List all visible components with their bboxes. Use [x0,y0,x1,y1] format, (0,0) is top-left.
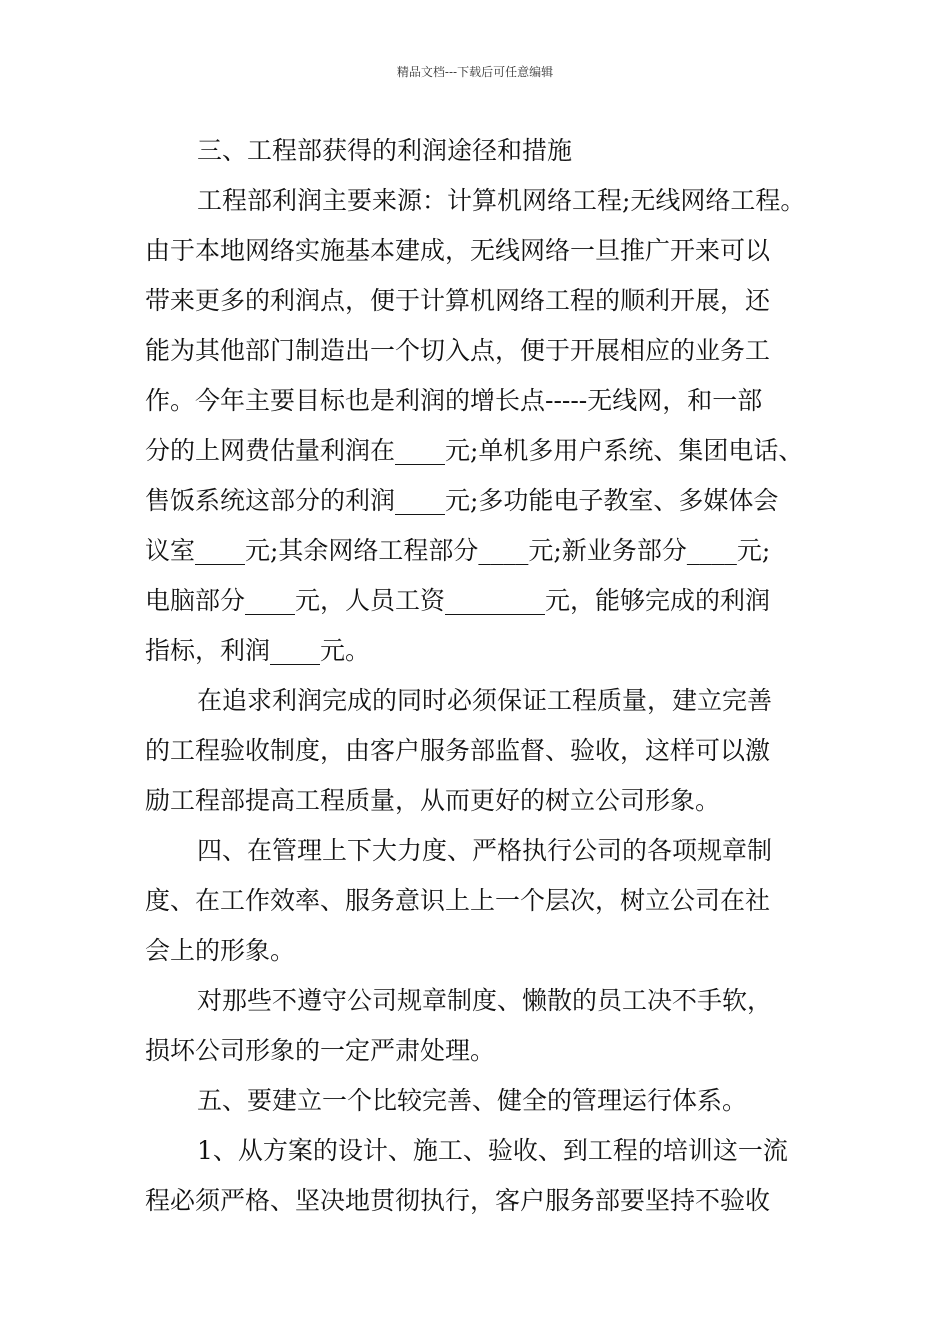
section-heading-4: 四、在管理上下大力度、严格执行公司的各项规章制 [197,836,773,865]
paragraph-line: 对那些不遵守公司规章制度、懒散的员工决不手软， [197,986,773,1015]
paragraph-line: 售饭系统这部分的利润____元;多功能电子教室、多媒体会 [145,486,779,515]
paragraph-line: 励工程部提高工程质量，从而更好的树立公司形象。 [145,786,721,815]
paragraph-line: 能为其他部门制造出一个切入点，便于开展相应的业务工 [145,336,771,365]
paragraph-line: 会上的形象。 [145,936,296,965]
paragraph-line: 作。今年主要目标也是利润的增长点-----无线网，和一部 [145,386,763,415]
paragraph-line: 电脑部分____元，人员工资________元，能够完成的利润 [145,586,771,615]
paragraph-line: 的工程验收制度，由客户服务部监督、验收，这样可以激 [145,736,771,765]
paragraph-line: 度、在工作效率、服务意识上上一个层次，树立公司在社 [145,886,771,915]
paragraph-line: 指标，利润____元。 [145,636,371,665]
paragraph-line: 工程部利润主要来源：计算机网络工程;无线网络工程。 [197,186,806,215]
section-heading-3: 三、工程部获得的利润途径和措施 [197,136,573,165]
numbered-item-line: 1、从方案的设计、施工、验收、到工程的培训这一流 [197,1136,788,1165]
page-header: 精品文档---下载后可任意编辑 [396,65,554,79]
document-body [145,126,815,1226]
section-heading-5: 五、要建立一个比较完善、健全的管理运行体系。 [197,1086,748,1115]
paragraph-line: 议室____元;其余网络工程部分____元;新业务部分____元; [145,536,771,565]
paragraph-line: 在追求利润完成的同时必须保证工程质量，建立完善 [197,686,773,715]
paragraph-line: 分的上网费估量利润在____元;单机多用户系统、集团电话、 [145,436,804,465]
paragraph-line: 由于本地网络实施基本建成，无线网络一旦推广开来可以 [145,236,771,265]
paragraph-line: 带来更多的利润点，便于计算机网络工程的顺利开展，还 [145,286,771,315]
paragraph-line: 损坏公司形象的一定严肃处理。 [145,1036,496,1065]
paragraph-line: 程必须严格、坚决地贯彻执行，客户服务部要坚持不验收 [145,1186,771,1215]
